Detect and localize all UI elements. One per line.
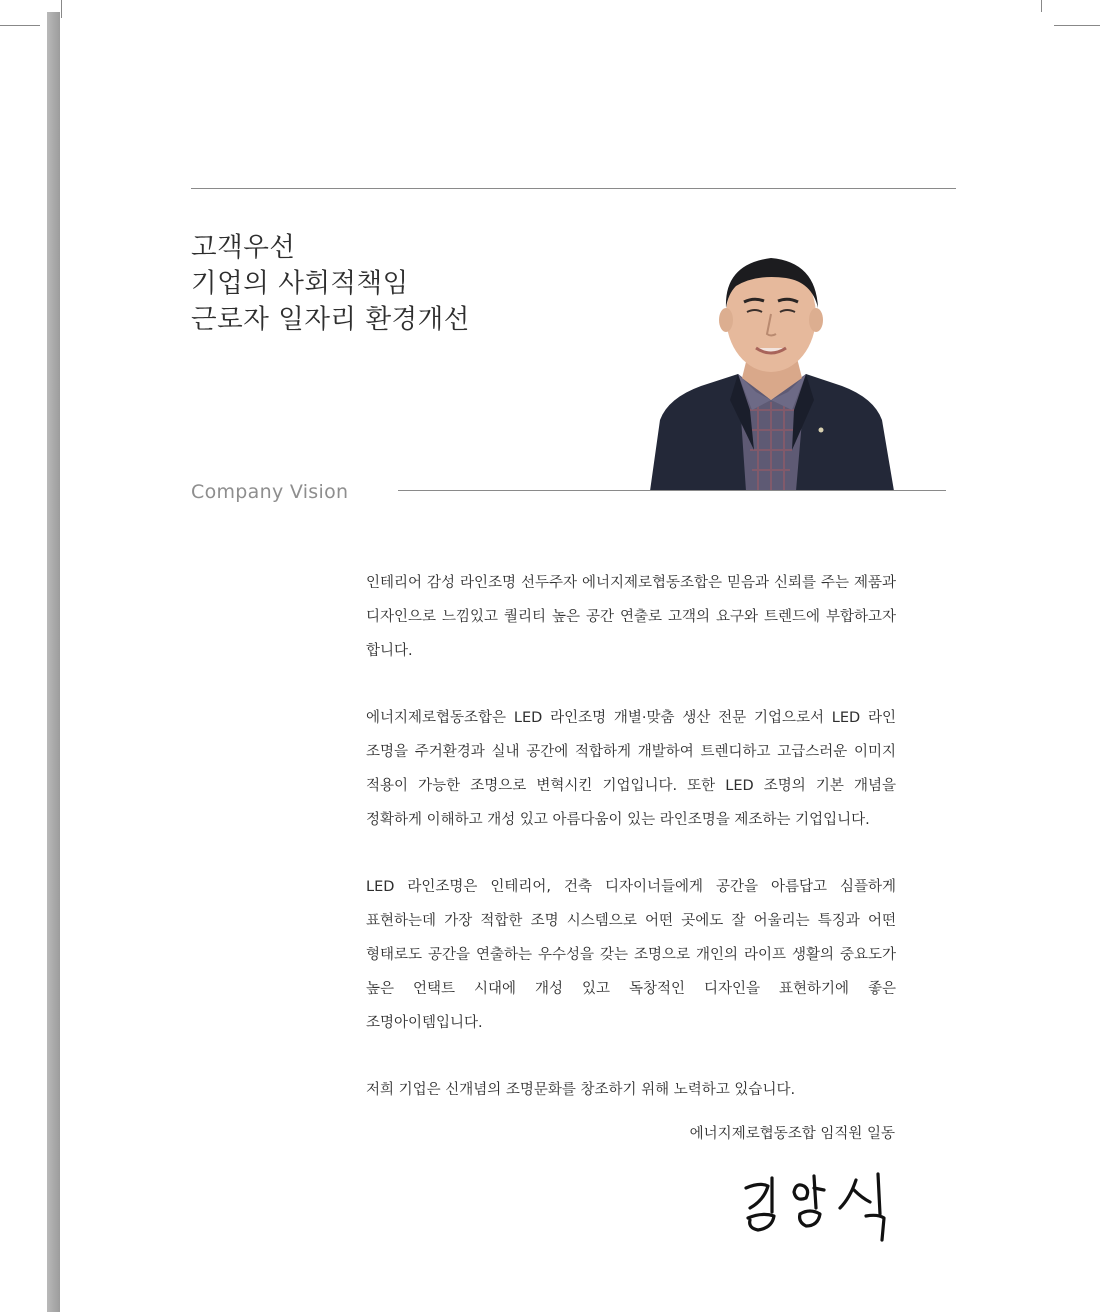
crop-mark: [1054, 25, 1100, 26]
vision-body: [366, 566, 896, 1140]
section-label: Company Vision: [191, 481, 349, 503]
headline-line-2: 기업의 사회적책임: [191, 268, 409, 299]
crop-mark: [1041, 0, 1042, 12]
headline-line-1: 고객우선: [191, 232, 296, 263]
headline-line-3: 근로자 일자리 환경개선: [191, 304, 470, 335]
sign-off: 에너지제로협동조합 임직원 일동: [689, 1126, 895, 1142]
paragraph: 에너지제로협동조합은 LED 라인조명 개별·맞춤 생산 전문 기업으로서 LED 라인 조명을 주거환경과 실내 공간에 적합하게 개발하여 트렌디하고 고급스러운 이미지 적용이 가능한 조명으로 변혁시킨 기업입니다. 또한 LED 조명의 기본 개념을 정확하게 이해하고 개성 있고 아름다움이 있는 라인조명을 제조하는 기업입니다.: [366, 710, 896, 828]
top-divider: [191, 188, 956, 189]
page-headline: [191, 230, 470, 338]
ceo-portrait: [646, 250, 896, 491]
crop-mark: [61, 0, 62, 18]
section-divider: [398, 490, 946, 491]
paragraph: LED 라인조명은 인테리어, 건축 디자이너들에게 공간을 아름답고 심플하게 표현하는데 가장 적합한 조명 시스템으로 어떤 곳에도 잘 어울리는 특징과 어떤 형태로도 공간을 연출하는 우수성을 갖는 조명으로 개인의 라이프 생활의 중요도가 높은 언택트 시대에 개성 있고 독창적인 디자인을 표현하기에 좋은 조명아이템입니다.: [366, 879, 896, 1031]
crop-mark: [0, 25, 40, 26]
paragraph: 인테리어 감성 라인조명 선두주자 에너지제로협동조합은 믿음과 신뢰를 주는 제품과 디자인으로 느낌있고 퀄리티 높은 공간 연출로 고객의 요구와 트렌드에 부합하고자 합니다.: [366, 575, 896, 659]
handwritten-signature: [738, 1168, 903, 1248]
binding-spine: [47, 12, 60, 1312]
paragraph: 저희 기업은 신개념의 조명문화를 창조하기 위해 노력하고 있습니다.: [366, 1082, 796, 1098]
